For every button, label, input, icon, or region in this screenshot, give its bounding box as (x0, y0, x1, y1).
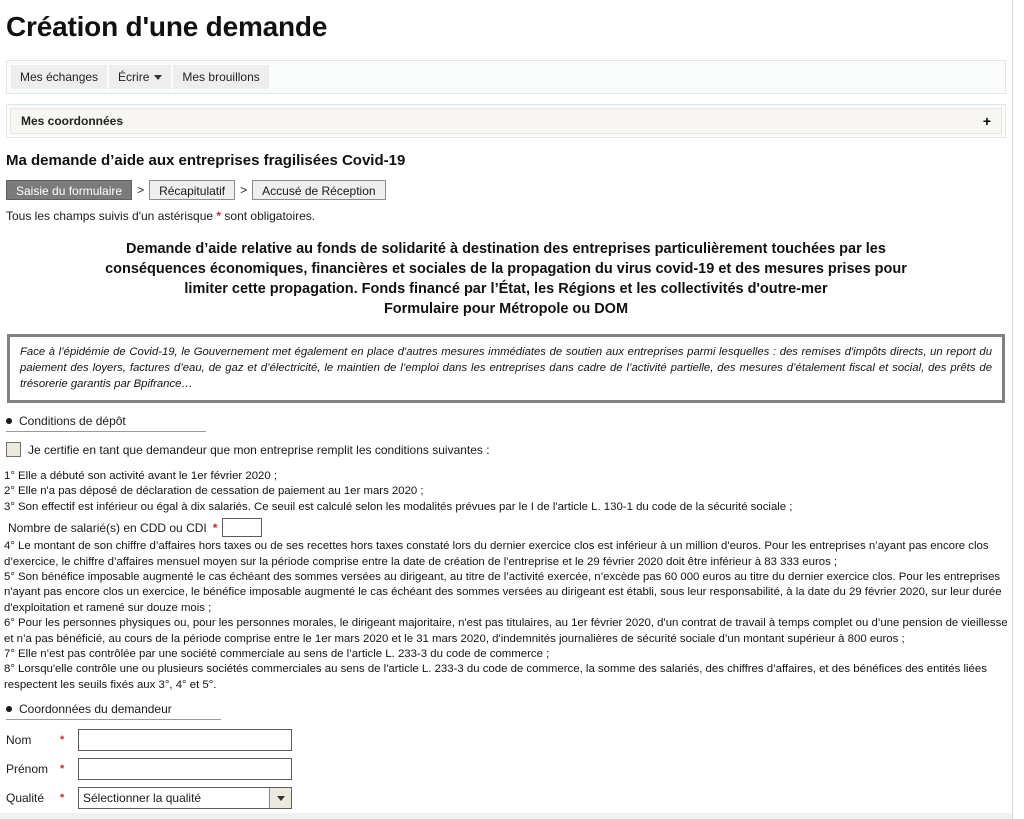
required-note-prefix: Tous les champs suivis d'un astérisque (6, 209, 217, 223)
condition-item-3: 3° Son effectif est inférieur ou égal à dix salariés. Ce seuil est calculé selon les modalités prévues par le I de l'article L. 130-1 du code de la sécurité sociale ; (4, 500, 793, 513)
condition-item-7: 7° Elle n’est pas contrôlée par une société commerciale au sens de l’article L. 233-3 du code de commerce ; (4, 648, 550, 661)
form-lead-heading (12, 239, 1000, 319)
government-measures-infobox (7, 334, 1005, 403)
my-contact-details-panel (6, 104, 1006, 138)
conditions-heading-label: Conditions de dépôt (19, 414, 126, 428)
condition-item-5: 5° Son bénéfice imposable augmenté le cas échéant des sommes versées au dirigeant, au titre de l’activité exercée, n’excède pas 60 000 euros au titre du dernier exercice clos. Pour les entreprises n'ayant pas encore clos un exercice, le bénéfice imposable augmenté le cas échéant des sommes versées au dirigeant est établi, sous leur responsabilité, à la date du 29 février 2020, sur leur durée d'exploitation et ramené sur douze mois ; (4, 571, 1002, 614)
lead-line-4: Formulaire pour Métropole ou DOM (383, 301, 629, 317)
required-asterisk: * (212, 520, 218, 535)
accordion-header-mes-coordonnees[interactable] (10, 108, 1002, 134)
required-asterisk: * (60, 792, 65, 805)
conditions-list (4, 469, 1008, 693)
nav-button-mes-echanges[interactable] (11, 65, 107, 89)
step-separator: > (240, 183, 248, 197)
nav-button-ecrire[interactable] (109, 65, 171, 89)
heading-divider (6, 431, 206, 432)
required-note-suffix: sont obligatoires. (221, 209, 316, 223)
nav-button-label: Mes échanges (20, 70, 99, 84)
field-row-nom (6, 729, 1012, 751)
chevron-down-icon[interactable] (269, 788, 291, 808)
required-asterisk: * (60, 763, 65, 776)
page-title: Création d'une demande (6, 11, 328, 42)
condition-item-2: 2° Elle n'a pas déposé de déclaration de cessation de paiement au 1er mars 2020 ; (4, 485, 424, 498)
lead-line-3: limiter cette propagation. Fonds financé par l’État, les Régions et les collectivités d'outre-mer (184, 281, 828, 297)
right-gutter (1012, 0, 1024, 819)
applicant-form (6, 729, 1012, 809)
infobox-text: Face à l’épidémie de Covid-19, le Gouvernement met également en place d'autres mesures immédiates de soutien aux entreprises parmi lesquelles : des remises d'impôts directs, un report du paiement des loyers, factures d’eau, de gaz et d’électricité, le maintien de l’emploi dans les entreprises dans cadre de l’activité partielle, des mesures d’étalement fiscal et social, des prêts de trésorerie garantis par Bpifrance… (20, 346, 992, 390)
employee-count-input[interactable] (222, 518, 262, 537)
condition-item-1: 1° Elle a débuté son activité avant le 1er février 2020 ; (4, 470, 278, 482)
chevron-down-icon (154, 75, 162, 80)
conditions-group-heading (6, 414, 206, 432)
required-fields-note (6, 209, 1012, 223)
nom-input[interactable] (78, 729, 292, 751)
nom-label: Nom (6, 733, 32, 748)
form-section-title: Ma demande d’aide aux entreprises fragilisées Covid-19 (6, 152, 406, 169)
bottom-strip (0, 813, 1012, 819)
qualite-label: Qualité (6, 791, 45, 806)
accordion-title: Mes coordonnées (21, 114, 124, 128)
prenom-input[interactable] (78, 758, 292, 780)
main-navbar (6, 60, 1006, 94)
prenom-label: Prénom (6, 762, 49, 777)
plus-icon[interactable]: + (982, 113, 991, 129)
step-saisie-du-formulaire[interactable]: Saisie du formulaire (6, 180, 132, 200)
heading-divider (6, 719, 221, 720)
employee-count-label: Nombre de salarié(s) en CDD ou CDI (8, 520, 207, 535)
qualite-select[interactable] (78, 787, 292, 809)
bullet-icon (6, 418, 12, 424)
applicant-heading-label: Coordonnées du demandeur (19, 702, 172, 717)
field-row-prenom (6, 758, 1012, 780)
required-asterisk: * (216, 209, 222, 223)
lead-line-2: conséquences économiques, financières et sociales de la propagation du virus covid-19 et des mesures prises pour (105, 261, 907, 277)
nav-button-mes-brouillons[interactable] (173, 65, 268, 89)
required-asterisk: * (60, 734, 65, 747)
certify-checkbox-label: Je certifie en tant que demandeur que mon entreprise remplit les conditions suivantes : (28, 442, 490, 457)
nav-button-label: Écrire (118, 70, 150, 84)
condition-item-4: 4° Le montant de son chiffre d’affaires hors taxes ou de ses recettes hors taxes constaté lors du dernier exercice clos est inférieur à un million d'euros. Pour les entreprises n’ayant pas encore clos d’exercice, le chiffre d’affaires mensuel moyen sur la période comprise entre la date de création de l'entreprise et le 29 février 2020 doit être inférieur à 83 333 euros ; (4, 540, 989, 568)
employee-count-field-row (8, 518, 1008, 537)
nav-button-label: Mes brouillons (182, 70, 260, 84)
step-separator: > (137, 183, 145, 197)
bullet-icon (6, 706, 12, 712)
lead-line-1: Demande d’aide relative au fonds de solidarité à destination des entreprises particulièrement touchées par les (126, 241, 886, 257)
certify-checkbox-row (6, 442, 1012, 457)
form-steps-breadcrumb (6, 180, 1012, 200)
step-accuse-de-reception[interactable]: Accusé de Réception (252, 180, 385, 200)
applicant-group-heading (6, 702, 221, 720)
step-recapitulatif[interactable]: Récapitulatif (149, 180, 235, 200)
field-row-qualite (6, 787, 1012, 809)
qualite-select-value: Sélectionner la qualité (83, 791, 202, 806)
certify-checkbox[interactable] (6, 442, 21, 457)
condition-item-8: 8° Lorsqu'elle contrôle une ou plusieurs sociétés commerciales au sens de l'article L. 233-3 du code de commerce, la somme des salariés, des chiffres d’affaires, et des bénéfices des entités liées respectent les seuils fixés aux 3°, 4° et 5°. (4, 663, 987, 691)
condition-item-6: 6° Pour les personnes physiques ou, pour les personnes morales, le dirigeant majoritaire, n'est pas titulaires, au 1er février 2020, d'un contrat de travail à temps complet ou d’une pension de vieillesse et n’a pas bénéficié, au cours de la période comprise entre le 1er mars 2020 et le 31 mars 2020, d'indemnités journalières de sécurité sociale d’un montant supérieur à 800 euros ; (4, 617, 1008, 645)
